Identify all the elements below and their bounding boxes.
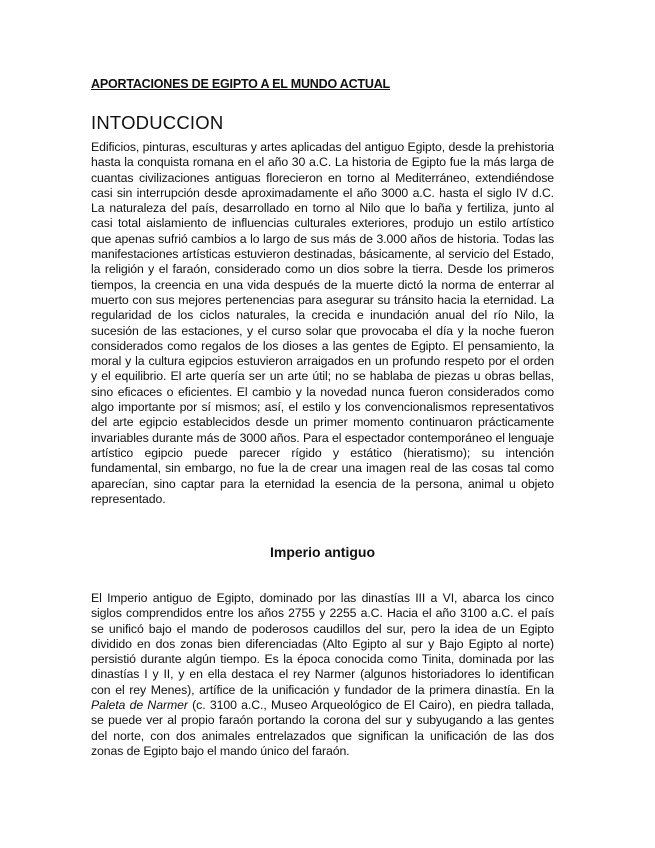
document-title: APORTACIONES DE EGIPTO A EL MUNDO ACTUAL bbox=[91, 77, 390, 91]
imperio-antiguo-paragraph bbox=[91, 591, 554, 759]
imperio-paragraph-text-2: (c. 3100 a.C., Museo Arqueológico de El Cairo), en piedra tallada, se puede ver al propio faraón portando la corona del sur y subyugando a las gentes del norte, con dos animales entrelazados que significan la unificación de las dos zonas de Egipto bajo el mando único del faraón. bbox=[91, 698, 554, 758]
section-heading-introduccion: INTODUCCION bbox=[91, 112, 224, 133]
subsection-heading-imperio-antiguo: Imperio antiguo bbox=[270, 544, 375, 560]
imperio-paragraph-text-1: El Imperio antiguo de Egipto, dominado por las dinastías III a VI, abarca los cinco siglos comprendidos entre los años 2755 y 2255 a.C. Hacia el año 3100 a.C. el país se unificó bajo el mando de poderosos caudillos del sur, pero la idea de un Egipto dividido en dos zonas bien diferenciadas (Alto Egipto al sur y Bajo Egipto al norte) persistió durante algún tiempo. Es la época conocida como Tinita, dominada por las dinastías I y II, y en ella destaca el rey Narmer (algunos historiadores lo identifican con el rey Menes), artífice de la unificación y fundador de la primera dinastía. En la bbox=[91, 591, 554, 697]
intro-paragraph: Edificios, pinturas, esculturas y artes aplicadas del antiguo Egipto, desde la prehistoria hasta la conquista romana en el año 30 a.C. La historia de Egipto fue la más larga de cuantas civilizaciones antiguas florecieron en torno al Mediterráneo, extendiéndose casi sin interrupción desde aproximadamente el año 3000 a.C. hasta el siglo IV d.C. La naturaleza del país, desarrollado en torno al Nilo que lo baña y fertiliza, junto al casi total aislamiento de influencias culturales exteriores, produjo un estilo artístico que apenas sufrió cambios a lo largo de sus más de 3.000 años de historia. Todas las manifestaciones artísticas estuvieron destinadas, básicamente, al servicio del Estado, la religión y el faraón, considerado como un dios sobre la tierra. Desde los primeros tiempos, la creencia en una vida después de la muerte dictó la norma de enterrar al muerto con sus mejores pertenencias para asegurar su tránsito hacia la eternidad. La regularidad de los ciclos naturales, la crecida e inundación anual del río Nilo, la sucesión de las estaciones, y el curso solar que provocaba el día y la noche fueron considerados como regalos de los dioses a las gentes de Egipto. El pensamiento, la moral y la cultura egipcios estuvieron arraigados en un profundo respeto por el orden y el equilibrio. El arte quería ser un arte útil; no se hablaba de piezas u obras bellas, sino eficaces o eficientes. El cambio y la novedad nunca fueron considerados como algo importante por sí mismos; así, el estilo y los convencionalismos representativos del arte egipcio establecidos desde un primer momento continuaron prácticamente invariables durante más de 3000 años. Para el espectador contemporáneo el lenguaje artístico egipcio puede parecer rígido y estático (hieratismo); su intención fundamental, sin embargo, no fue la de crear una imagen real de las cosas tal como aparecían, sino captar para la eternidad la esencia de la persona, animal u objeto representado. bbox=[91, 140, 554, 506]
paleta-de-narmer-italic: Paleta de Narmer bbox=[91, 698, 188, 713]
